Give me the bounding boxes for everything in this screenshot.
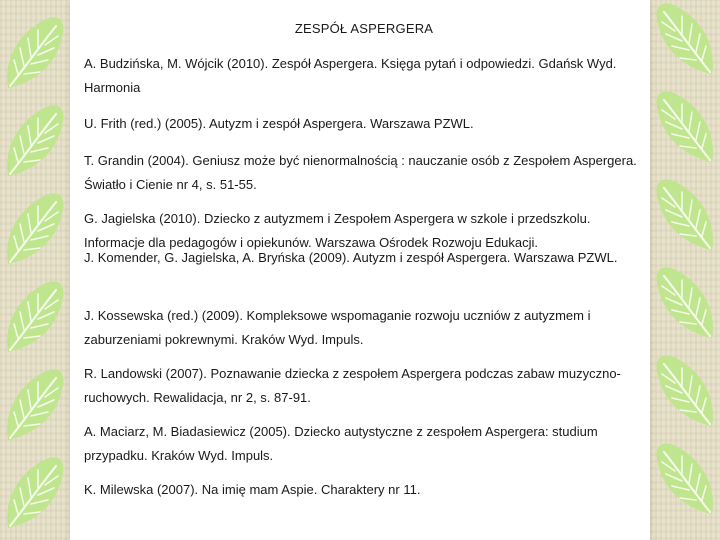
- reference-entry: U. Frith (red.) (2005). Autyzm i zespół Aspergera. Warszawa PZWL.: [84, 116, 474, 131]
- leaf-icon: [0, 366, 70, 446]
- reference-entry: R. Landowski (2007). Poznawanie dziecka z zespołem Aspergera podczas zabaw muzyczno-ruchowych. Rewalidacja, nr 2, s. 87-91.: [84, 366, 621, 405]
- reference-entry: J. Komender, G. Jagielska, A. Bryńska (2009). Autyzm i zespół Aspergera. Warszawa PZWL.: [84, 250, 618, 265]
- leaf-icon: [0, 278, 70, 358]
- reference-entry: K. Milewska (2007). Na imię mam Aspie. Charaktery nr 11.: [84, 482, 421, 497]
- leaf-icon: [0, 454, 70, 534]
- left-leaf-border: [0, 0, 70, 540]
- reference-entry: A. Budzińska, M. Wójcik (2010). Zespół Aspergera. Księga pytań i odpowiedzi. Gdańsk Wyd. Harmonia: [84, 56, 617, 95]
- leaf-icon: [650, 0, 720, 80]
- leaf-icon: [0, 190, 70, 270]
- leaf-icon: [650, 264, 720, 344]
- right-leaf-border: [650, 0, 720, 540]
- leaf-icon: [650, 88, 720, 168]
- page-title: ZESPÓŁ ASPERGERA: [294, 21, 434, 36]
- leaf-icon: [650, 440, 720, 520]
- reference-entry: T. Grandin (2004). Geniusz może być nienormalnością : nauczanie osób z Zespołem Aspergera. Światło i Cienie nr 4, s. 51-55.: [84, 153, 637, 192]
- leaf-icon: [0, 102, 70, 182]
- leaf-icon: [0, 14, 70, 94]
- leaf-icon: [650, 352, 720, 432]
- leaf-icon: [650, 176, 720, 256]
- reference-entry: G. Jagielska (2010). Dziecko z autyzmem i Zespołem Aspergera w szkole i przedszkolu. Informacje dla pedagogów i opiekunów. Warszawa Ośrodek Rozwoju Edukacji.: [84, 211, 591, 250]
- reference-entry: A. Maciarz, M. Biadasiewicz (2005). Dziecko autystyczne z zespołem Aspergera: studium przypadku. Kraków Wyd. Impuls.: [84, 424, 598, 463]
- reference-entry: J. Kossewska (red.) (2009). Kompleksowe wspomaganie rozwoju uczniów z autyzmem i zaburzeniami pokrewnymi. Kraków Wyd. Impuls.: [84, 308, 591, 347]
